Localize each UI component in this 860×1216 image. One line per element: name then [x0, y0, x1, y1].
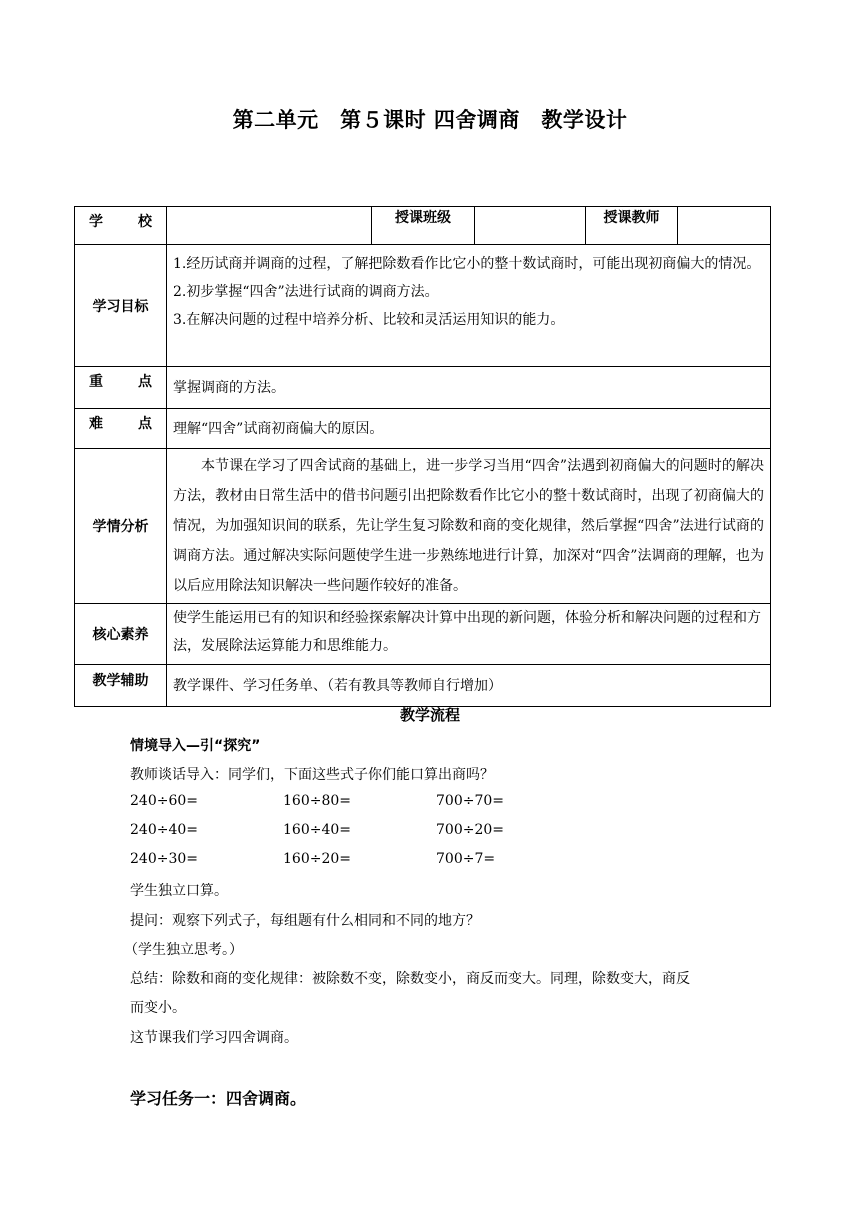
student-calc: 学生独立口算。	[130, 883, 228, 899]
task-one-heading: 学习任务一：四舍调商。	[130, 1089, 307, 1108]
lesson-intro: 这节课我们学习四舍调商。	[130, 1030, 298, 1046]
flow-heading: 教学流程	[399, 706, 460, 724]
analysis-label-cell: 学情分析	[75, 449, 167, 604]
question-text: 提问：观察下列式子，每组题有什么相同和不同的地方？	[130, 913, 480, 929]
equation: 240÷40=	[130, 822, 198, 838]
teacher-label-cell: 授课教师	[586, 207, 678, 245]
class-value-cell[interactable]	[475, 207, 586, 245]
school-label-cell: 学 校	[75, 207, 167, 245]
goals-label-cell: 学习目标	[75, 245, 167, 367]
analysis-value-cell: 本节课在学习了四舍试商的基础上，进一步学习当用“四舍”法遇到初商偏大的问题时的解决方法，教材由日常生活中的借书问题引出把除数看作比它小的整十数试商时，出现了初商偏大的情况，为加强知识间的联系，先让学生复习除数和商的变化规律，然后掌握“四舍”法进行试商的调商方法。通过解决实际问题使学生进一步熟练地进行计算，加深对“四舍”法调商的理解，也为以后应用除法知识解决一些问题作较好的准备。	[167, 449, 771, 604]
document-title: 第二单元 第５课时 四舍调商 教学设计	[232, 108, 628, 132]
equation: 160÷40=	[283, 822, 351, 838]
summary-line-2: 而变小。	[130, 1000, 186, 1016]
goal-item: 3.在解决问题的过程中培养分析、比较和灵活运用知识的能力。	[173, 312, 565, 328]
goals-row	[75, 245, 771, 367]
teacher-talk: 教师谈话导入：同学们，下面这些式子你们能口算出商吗？	[130, 767, 494, 783]
student-think: （学生独立思考。）	[124, 942, 243, 958]
difficult-value-cell: 理解“四舍”试商初商偏大的原因。	[167, 409, 771, 449]
lesson-info-table	[74, 206, 771, 707]
equation: 700÷20=	[436, 822, 504, 838]
goal-item: 2.初步掌握“四舍”法进行试商的调商方法。	[173, 284, 439, 300]
aid-label-cell: 教学辅助	[75, 665, 167, 707]
school-value-cell[interactable]	[167, 207, 372, 245]
equation: 700÷70=	[436, 793, 504, 809]
goal-item: 1.经历试商并调商的过程，了解把除数看作比它小的整十数试商时，可能出现初商偏大的情况。	[173, 256, 761, 272]
school-row	[75, 207, 771, 245]
core-row	[75, 604, 771, 665]
core-label-cell: 核心素养	[75, 604, 167, 665]
key-label-cell: 重 点	[75, 367, 167, 409]
intro-heading: 情境导入—引“探究”	[130, 738, 261, 754]
equation: 160÷80=	[283, 793, 351, 809]
difficult-label-cell: 难 点	[75, 409, 167, 449]
difficult-point-row	[75, 409, 771, 449]
aid-row	[75, 665, 771, 707]
key-value-cell: 掌握调商的方法。	[167, 367, 771, 409]
key-point-row	[75, 367, 771, 409]
goals-value-cell	[167, 245, 771, 367]
summary-line-1: 总结：除数和商的变化规律：被除数不变，除数变小，商反而变大。同理，除数变大，商反	[130, 971, 690, 987]
class-label-cell: 授课班级	[372, 207, 475, 245]
core-value-cell: 使学生能运用已有的知识和经验探索解决计算中出现的新问题，体验分析和解决问题的过程和方法，发展除法运算能力和思维能力。	[167, 604, 771, 665]
equation: 700÷7=	[436, 851, 496, 867]
equation: 240÷30=	[130, 851, 198, 867]
aid-value-cell: 教学课件、学习任务单、（若有教具等教师自行增加）	[167, 665, 771, 707]
teacher-value-cell[interactable]	[678, 207, 771, 245]
equation: 240÷60=	[130, 793, 198, 809]
analysis-row	[75, 449, 771, 604]
equation: 160÷20=	[283, 851, 351, 867]
